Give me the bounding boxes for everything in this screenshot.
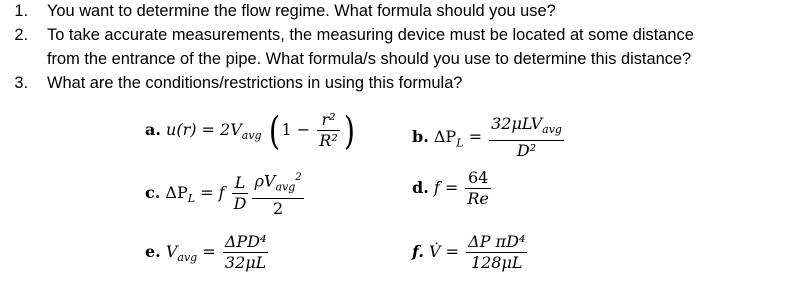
question-number: 1. xyxy=(14,2,28,20)
superscript: 2 xyxy=(295,172,302,183)
question-text-continued: from the entrance of the pipe. What formula/s should you use to determine this distance? xyxy=(47,50,692,68)
question-text: What are the conditions/restrictions in using this formula? xyxy=(47,74,463,92)
question-text: To take accurate measurements, the measuring device must be located at some distance xyxy=(47,26,694,44)
question-3 xyxy=(0,73,810,93)
fraction-dynamic-pressure xyxy=(252,168,303,219)
formula-lhs: ΔP xyxy=(165,182,188,202)
numerator: r² xyxy=(317,110,339,131)
equals: = xyxy=(202,242,216,261)
subscript: avg xyxy=(542,123,562,137)
denominator: 2 xyxy=(272,198,284,218)
formula-lhs: u(r) = 2V xyxy=(166,120,242,139)
formula-label: f. xyxy=(412,242,424,261)
formula-b xyxy=(412,114,566,161)
denominator: D xyxy=(233,193,247,213)
formula-label: d. xyxy=(412,178,429,197)
formula-label: c. xyxy=(145,182,161,202)
subscript: L xyxy=(187,191,196,205)
question-number: 3. xyxy=(14,74,28,92)
formula-lhs: f xyxy=(433,178,440,197)
numerator-text: ρV xyxy=(254,171,276,191)
formula-lhs: V xyxy=(165,242,178,261)
fraction xyxy=(466,232,527,273)
subscript: avg xyxy=(275,180,296,194)
right-paren: ) xyxy=(343,108,355,153)
numerator: 64 xyxy=(465,168,491,189)
numerator: ΔP πD⁴ xyxy=(468,232,526,251)
formula-label: a. xyxy=(145,120,161,139)
denominator: 32μL xyxy=(224,253,267,272)
numerator: L xyxy=(232,173,249,194)
equals-f: = f xyxy=(200,182,225,202)
numerator: ΔPD⁴ xyxy=(224,232,267,251)
formula-c xyxy=(145,168,306,219)
one-minus: 1 − xyxy=(281,120,311,139)
question-1 xyxy=(0,1,810,21)
equals: = xyxy=(444,178,459,197)
left-paren: ( xyxy=(268,108,280,153)
denominator: D² xyxy=(516,141,537,161)
question-text: You want to determine the flow regime. What formula should you use? xyxy=(47,2,556,20)
subscript: L xyxy=(456,136,464,150)
fraction xyxy=(489,114,564,161)
formula-d xyxy=(412,168,493,209)
formula-lhs: ΔP xyxy=(433,127,457,147)
subscript: avg xyxy=(241,129,262,143)
formula-label: b. xyxy=(412,127,429,147)
fraction xyxy=(223,232,269,273)
denominator: Re xyxy=(467,189,489,208)
question-2 xyxy=(0,25,810,69)
fraction xyxy=(465,168,491,209)
fraction-l-over-d xyxy=(232,173,249,214)
numerator-text: 32μLV xyxy=(491,114,543,133)
denominator: R² xyxy=(319,131,338,150)
formula-label: e. xyxy=(145,242,161,261)
formula-a xyxy=(145,110,357,151)
formula-f xyxy=(412,232,529,273)
denominator: 128μL xyxy=(470,253,523,272)
subscript: avg xyxy=(177,251,198,265)
formula-lhs: V̇ xyxy=(428,242,441,261)
question-number: 2. xyxy=(14,26,28,44)
fraction xyxy=(317,110,339,151)
numerator xyxy=(252,168,303,199)
equals: = xyxy=(445,242,460,261)
numerator xyxy=(489,114,564,141)
formula-e xyxy=(145,232,270,273)
equals: = xyxy=(468,127,482,147)
